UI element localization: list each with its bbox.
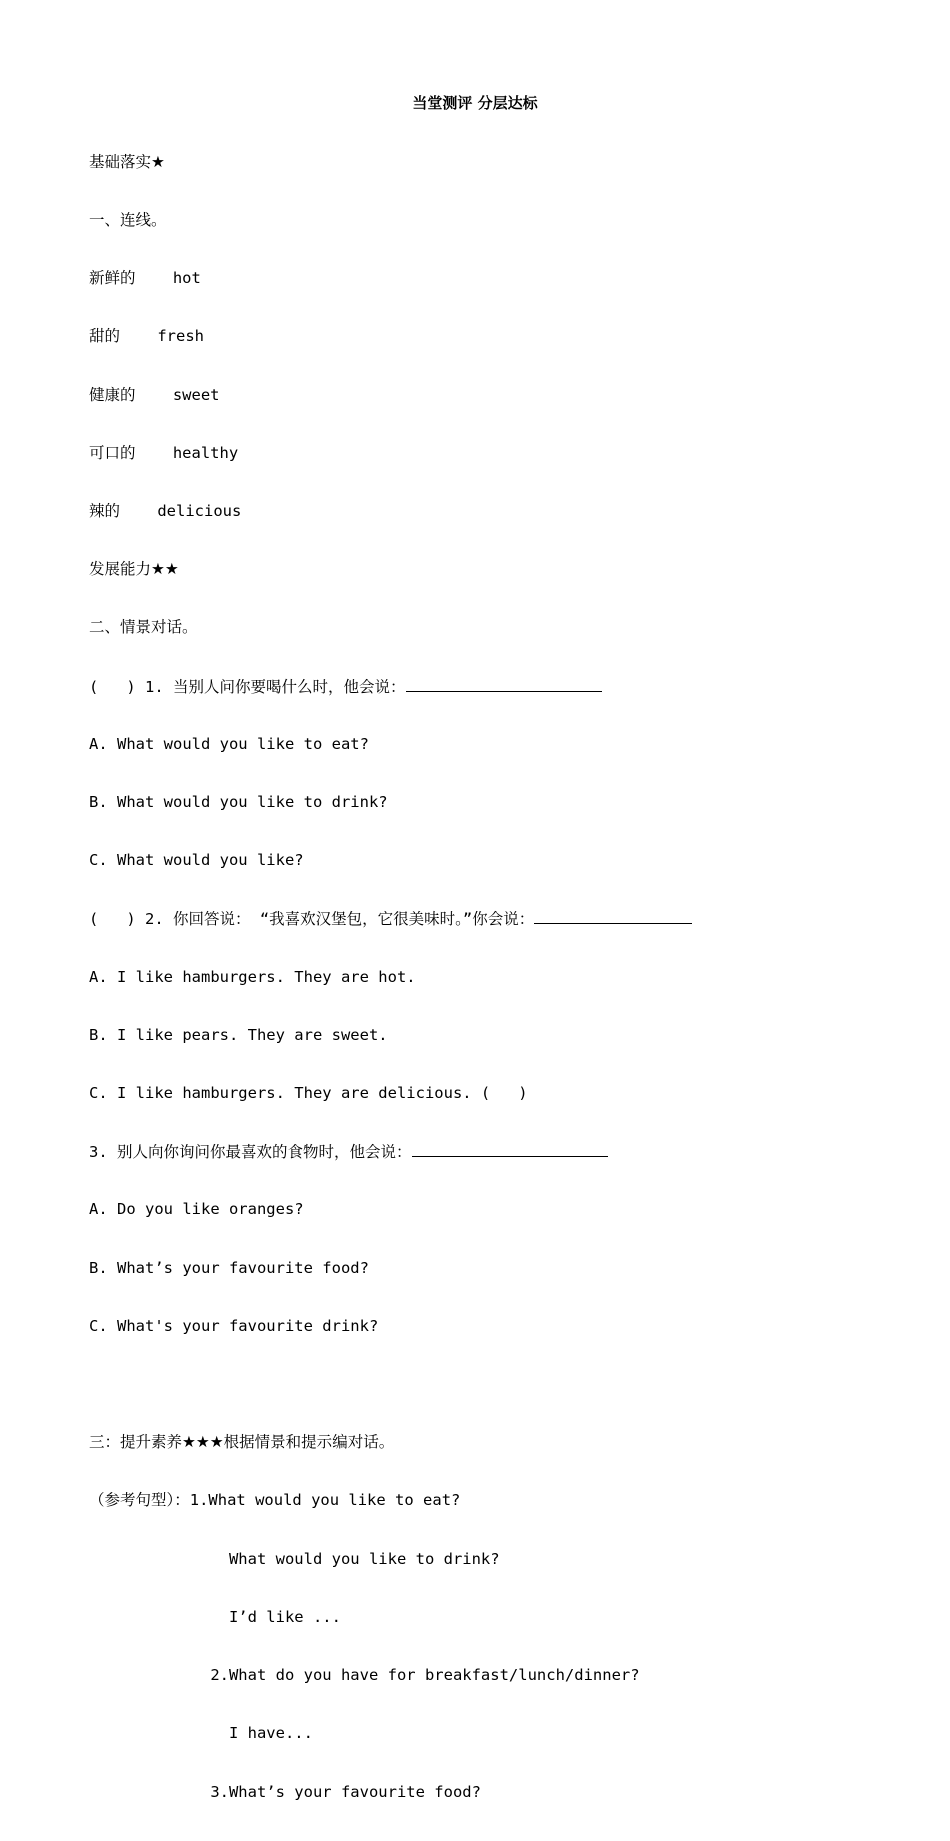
question-2: ( ) 2. 你回答说： “我喜欢汉堡包，它很美味时。”你会说： <box>89 909 889 928</box>
answer-blank-3[interactable] <box>412 1142 608 1157</box>
option-1a: A. What would you like to eat? <box>89 734 369 753</box>
section-heading-dialogue: 二、情景对话。 <box>89 618 198 637</box>
match-row-3: 健康的 sweet <box>89 385 220 404</box>
section-heading-basics: 基础落实★ <box>89 152 165 171</box>
section-heading-matching: 一、连线。 <box>89 211 167 230</box>
section-heading-improvement: 三：提升素养★★★根据情景和提示编对话。 <box>89 1433 395 1452</box>
reference-line-6: 3.What’s your favourite food? <box>89 1782 481 1801</box>
match-row-5: 辣的 delicious <box>89 502 242 521</box>
question-3: 3. 别人向你询问你最喜欢的食物时，他会说： <box>89 1142 889 1161</box>
reference-line-1: （参考句型）：1.What would you like to eat? <box>89 1491 461 1510</box>
worksheet-body <box>89 114 889 1841</box>
match-row-1: 新鲜的 hot <box>89 269 201 288</box>
reference-line-3: I’d like ... <box>89 1607 341 1626</box>
match-row-4: 可口的 healthy <box>89 443 239 462</box>
reference-line-4: 2.What do you have for breakfast/lunch/dinner? <box>89 1666 640 1685</box>
answer-blank-2[interactable] <box>534 909 692 924</box>
match-row-2: 甜的 fresh <box>89 327 204 346</box>
option-2c: C. I like hamburgers. They are delicious. ( ) <box>89 1084 528 1103</box>
section-heading-development: 发展能力★★ <box>89 560 179 579</box>
blank-line <box>89 1375 889 1394</box>
option-2a: A. I like hamburgers. They are hot. <box>89 967 416 986</box>
page-title: 当堂测评 分层达标 <box>412 94 538 112</box>
reference-line-2: What would you like to drink? <box>89 1549 500 1568</box>
question-1: ( ) 1. 当别人问你要喝什么时，他会说： <box>89 677 889 696</box>
answer-blank-1[interactable] <box>406 677 602 692</box>
option-1c: C. What would you like? <box>89 851 304 870</box>
reference-line-5: I have... <box>89 1724 313 1743</box>
option-3b: B. What’s your favourite food? <box>89 1258 369 1277</box>
option-1b: B. What would you like to drink? <box>89 793 388 812</box>
option-2b: B. I like pears. They are sweet. <box>89 1025 388 1044</box>
option-3c: C. What's your favourite drink? <box>89 1316 379 1335</box>
option-3a: A. Do you like oranges? <box>89 1200 304 1219</box>
